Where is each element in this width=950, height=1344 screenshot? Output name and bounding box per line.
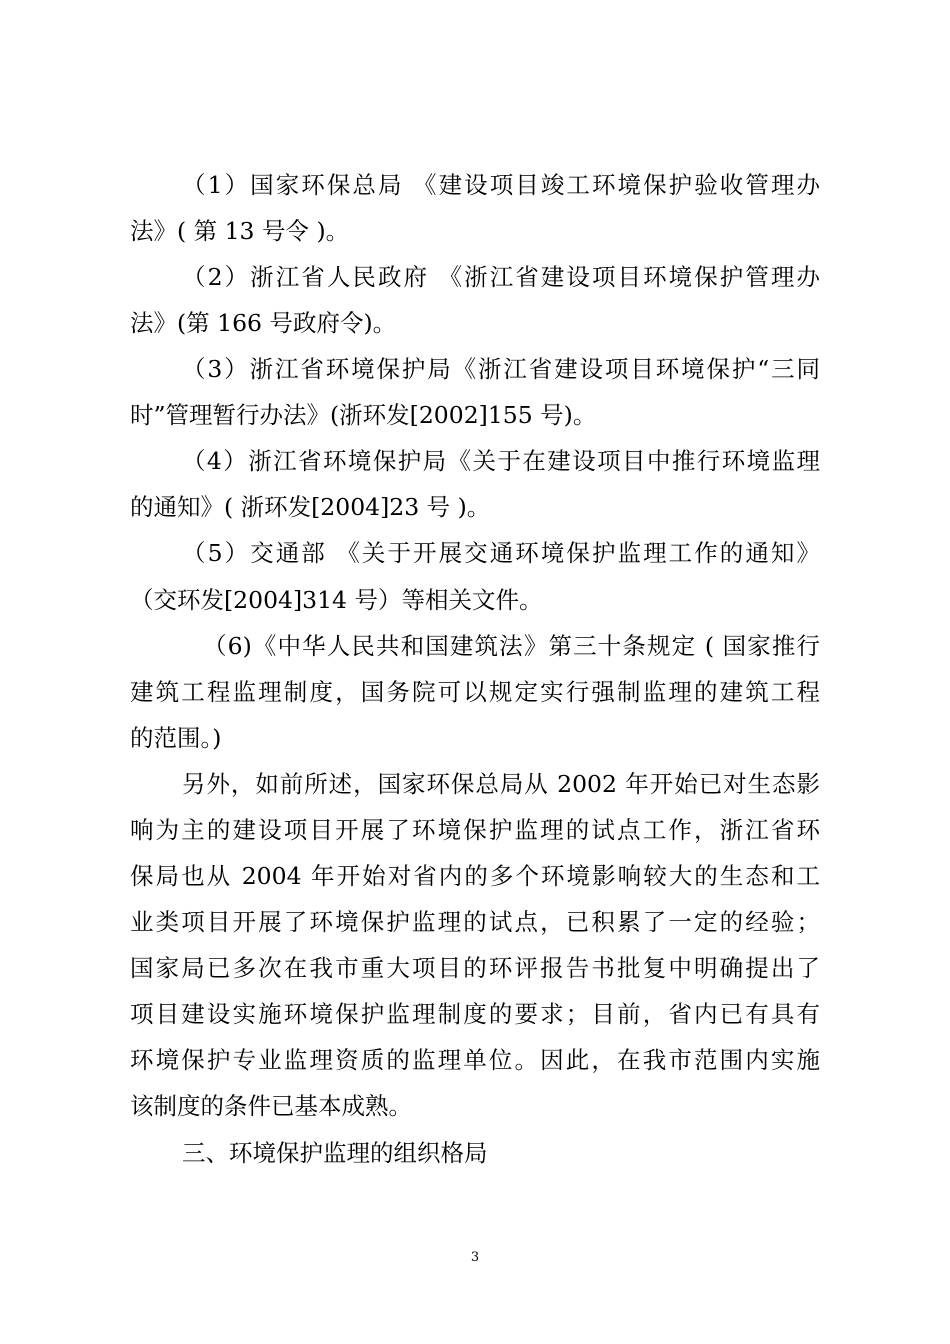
paragraph-1-line-1: （1）国家环保总局 《建设项目竣工环境保护验收管理办	[182, 171, 820, 199]
paragraph-7-line-5: 国家局已多次在我市重大项目的环评报告书批复中明确提出了	[130, 954, 820, 982]
paragraph-2-line-1: （2）浙江省人民政府 《浙江省建设项目环境保护管理办	[182, 263, 820, 291]
paragraph-3-line-1: （3）浙江省环境保护局《浙江省建设项目环境保护“三同	[182, 355, 820, 383]
paragraph-5-line-2: （交环发[2004]314 号）等相关文件。	[130, 586, 543, 614]
paragraph-7-line-2: 响为主的建设项目开展了环境保护监理的试点工作，浙江省环	[130, 816, 820, 844]
paragraph-6-line-3: 的范围。)	[130, 724, 222, 752]
paragraph-7-line-6: 项目建设实施环境保护监理制度的要求；目前，省内已有具有	[130, 1000, 820, 1028]
paragraph-1-line-2: 法》( 第 13 号令 )。	[130, 217, 350, 245]
paragraph-6-line-1: （6)《中华人民共和国建筑法》第三十条规定 ( 国家推行	[203, 632, 820, 660]
paragraph-7-line-7: 环境保护专业监理资质的监理单位。因此，在我市范围内实施	[130, 1046, 820, 1074]
paragraph-7-line-4: 业类项目开展了环境保护监理的试点，已积累了一定的经验；	[130, 908, 820, 936]
paragraph-3-line-2: 时”管理暂行办法》(浙环发[2002]155 号)。	[130, 401, 597, 429]
paragraph-7-line-1: 另外，如前所述，国家环保总局从 2002 年开始已对生态影	[182, 770, 820, 798]
paragraph-6-line-2: 建筑工程监理制度，国务院可以规定实行强制监理的建筑工程	[130, 678, 820, 706]
paragraph-7-line-8: 该制度的条件已基本成熟。	[130, 1092, 412, 1120]
paragraph-4-line-2: 的通知》( 浙环发[2004]23 号 )。	[130, 493, 491, 521]
paragraph-2-line-2: 法》(第 166 号政府令)。	[130, 309, 397, 337]
paragraph-4-line-1: （4）浙江省环境保护局《关于在建设项目中推行环境监理	[182, 447, 820, 475]
paragraph-5-line-1: （5）交通部 《关于开展交通环境保护监理工作的通知》	[182, 539, 820, 567]
paragraph-7-line-3: 保局也从 2004 年开始对省内的多个环境影响较大的生态和工	[130, 862, 820, 890]
page-number: 3	[470, 1250, 480, 1265]
section-heading: 三、环境保护监理的组织格局	[182, 1139, 488, 1167]
